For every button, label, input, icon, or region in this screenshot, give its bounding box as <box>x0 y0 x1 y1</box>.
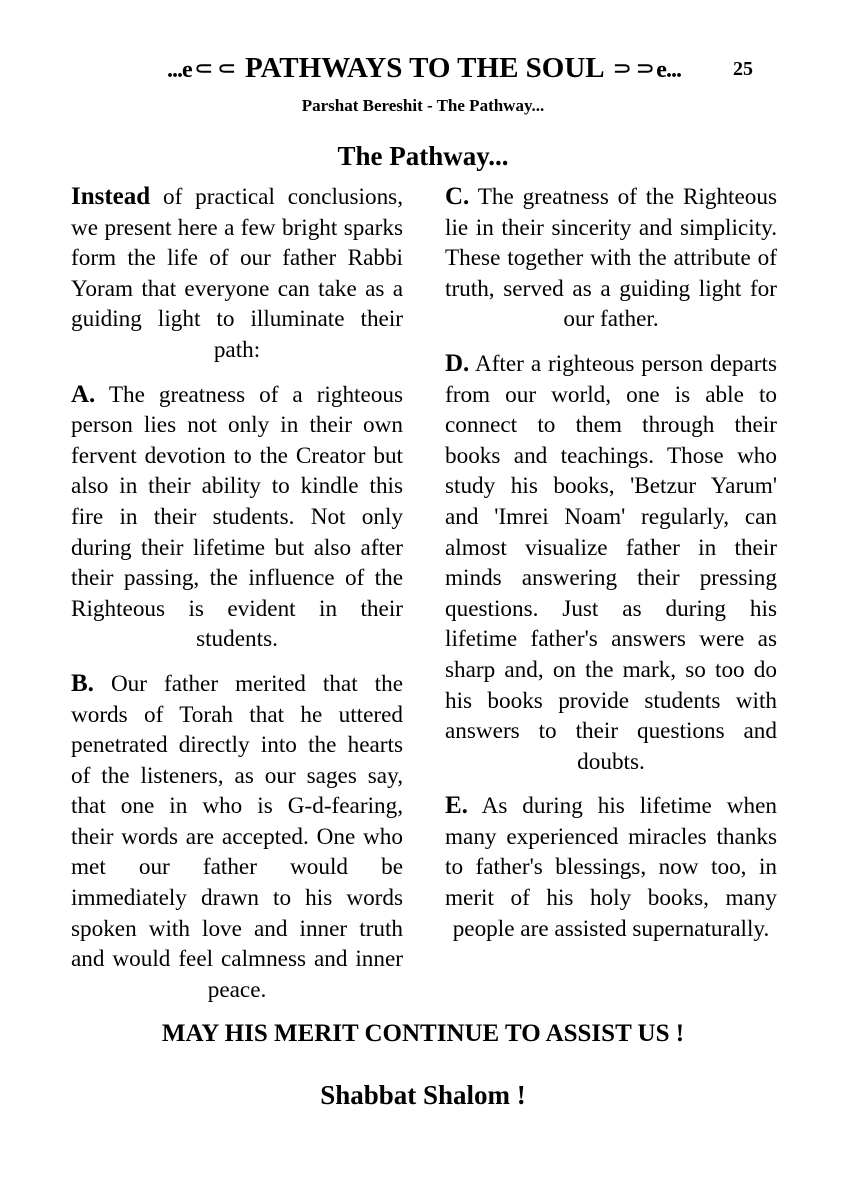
closing-blessing: MAY HIS MERIT CONTINUE TO ASSIST US ! <box>161 1020 685 1047</box>
flourish-left-ornament: ...e⸦⸦ <box>167 54 238 83</box>
page-header <box>0 48 846 92</box>
left-column <box>71 182 403 1019</box>
right-column <box>445 182 777 958</box>
paragraph-text: Our father merited that the words of Torah that he uttered penetrated directly into the hearts of the listeners, as our sages say, that one in who is G-d-fearing, their words are accepted. One who met our father would be immediately drawn to his words spoken with love and inner truth and would feel calmness and inner peace. <box>71 670 403 1003</box>
paragraph-text: After a righteous person departs from our world, one is able to connect to them through their books and teachings. Those who study his books, 'Betzur Yarum' and 'Imrei Noam' regularly, can almost visualize father in their minds answering their pressing questions. Just as during his lifetime father's answers were as sharp and, on the mark, so too do his books provide students with answers to their questions and doubts. <box>445 350 777 775</box>
paragraph-lead: Instead <box>71 183 151 210</box>
paragraph-d <box>445 349 777 777</box>
paragraph-lead: A. <box>71 380 96 408</box>
paragraph-lead: C. <box>445 183 470 210</box>
paragraph-a <box>71 380 403 655</box>
paragraph-lead: D. <box>445 349 470 377</box>
paragraph-text: The greatness of the Righteous lie in their sincerity and simplicity. These together with the attribute of truth, served as a guiding light for our father. <box>445 184 777 333</box>
paragraph-c <box>445 182 777 335</box>
page-number: 25 <box>733 58 753 80</box>
paragraph-text: As during his lifetime when many experienced miracles thanks to father's blessings, now too, in merit of his holy books, many people are assisted supernaturally. <box>445 793 777 942</box>
paragraph-text: The greatness of a righteous person lies not only in their own fervent devotion to the Creator but also in their ability to kindle this fire in their students. Not only during their lifetime but also after their passing, the influence of the Righteous is evident in their students. <box>71 381 403 653</box>
intro-paragraph <box>71 182 403 366</box>
paragraph-e <box>445 791 777 944</box>
paragraph-text: of practical conclusions, we present here a few bright sparks form the life of our father Rabbi Yoram that everyone can take as a guiding light to illuminate their path: <box>71 184 403 363</box>
paragraph-lead: B. <box>71 669 94 697</box>
paragraph-lead: E. <box>445 792 468 820</box>
running-title-text: PATHWAYS TO THE SOUL <box>244 52 604 84</box>
paragraph-b <box>71 669 403 1006</box>
article-title: The Pathway... <box>337 141 509 171</box>
running-title <box>132 48 716 90</box>
parsha-subheader: Parshat Bereshit - The Pathway... <box>301 96 545 115</box>
flourish-right-ornament: ⸧⸧e... <box>610 54 681 83</box>
shabbat-signoff: Shabbat Shalom ! <box>320 1080 526 1110</box>
